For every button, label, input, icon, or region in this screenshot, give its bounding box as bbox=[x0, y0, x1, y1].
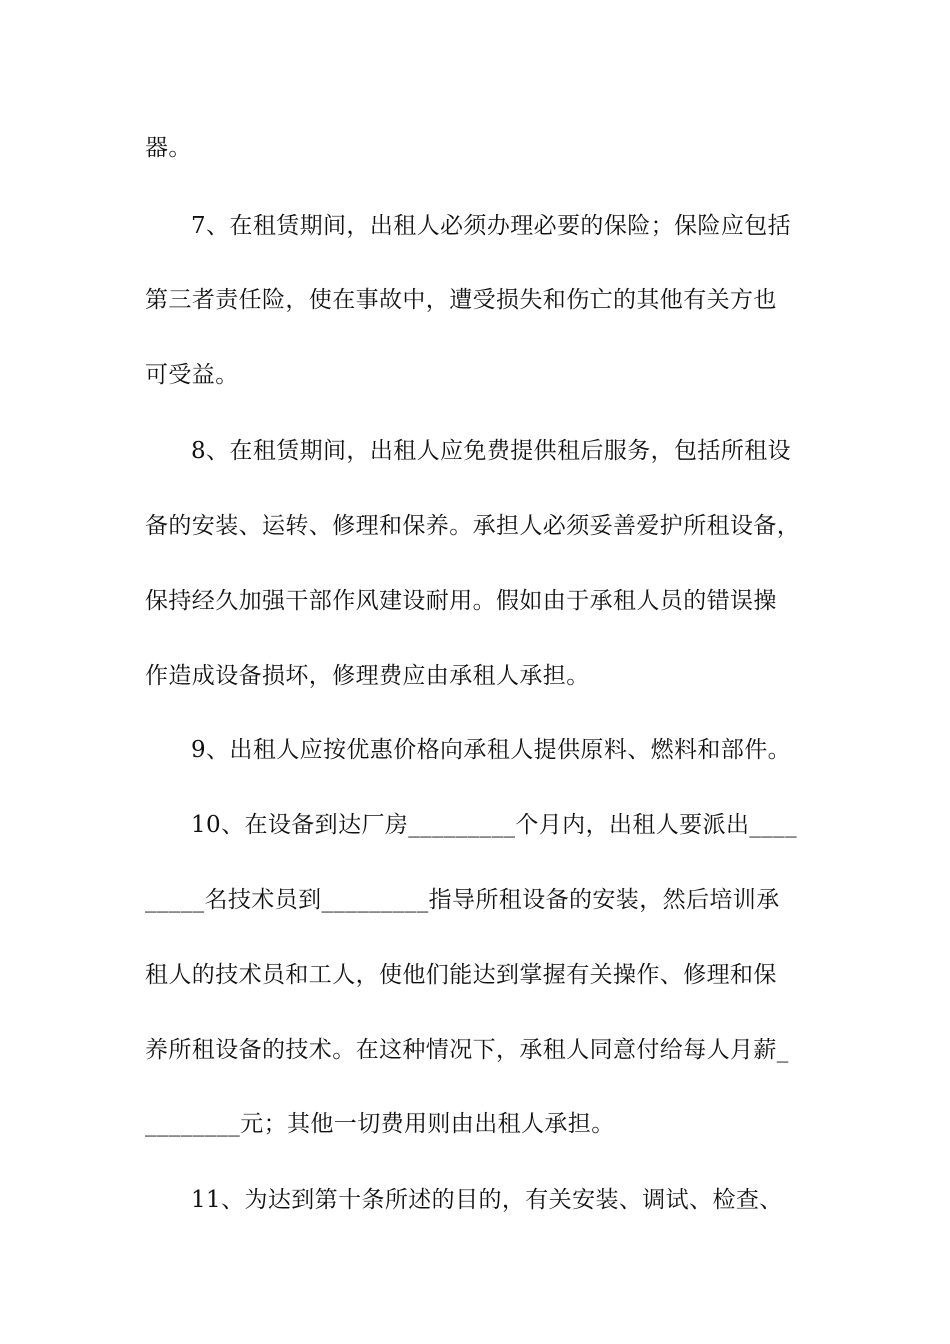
clause-7-heading-line: 7、在租赁期间，出租人必须办理必要的保险；保险应包括 bbox=[191, 213, 792, 239]
text-line: ________元；其他一切费用则由出租人承担。 bbox=[145, 1111, 615, 1137]
clause-11-heading-line: 11、为达到第十条所述的目的，有关安装、调试、检查、 bbox=[191, 1187, 783, 1213]
text-line: 租人的技术员和工人，使他们能达到掌握有关操作、修理和保 bbox=[145, 962, 777, 988]
text-line: 备的安装、运转、修理和保养。承担人必须妥善爱护所租设备， bbox=[145, 513, 801, 539]
text-line: 可受益。 bbox=[145, 362, 239, 388]
clause-10-heading-line: 10、在设备到达厂房_________个月内，出租人要派出____ bbox=[191, 812, 797, 838]
clause-8-heading-line: 8、在租赁期间，出租人应免费提供租后服务，包括所租设 bbox=[191, 438, 792, 464]
text-line: 作造成设备损坏，修理费应由承租人承担。 bbox=[145, 663, 590, 689]
text-line: 器。 bbox=[145, 135, 192, 161]
text-line: 第三者责任险，使在事故中，遭受损失和伤亡的其他有关方也 bbox=[145, 287, 777, 313]
text-line: 养所租设备的技术。在这种情况下，承租人同意付给每人月薪_ bbox=[145, 1037, 789, 1063]
text-line: _____名技术员到_________指导所租设备的安装，然后培训承 bbox=[145, 887, 780, 913]
text-line: 保持经久加强干部作风建设耐用。假如由于承租人员的错误操 bbox=[145, 588, 777, 614]
clause-9-line: 9、出租人应按优惠价格向承租人提供原料、燃料和部件。 bbox=[191, 737, 792, 763]
